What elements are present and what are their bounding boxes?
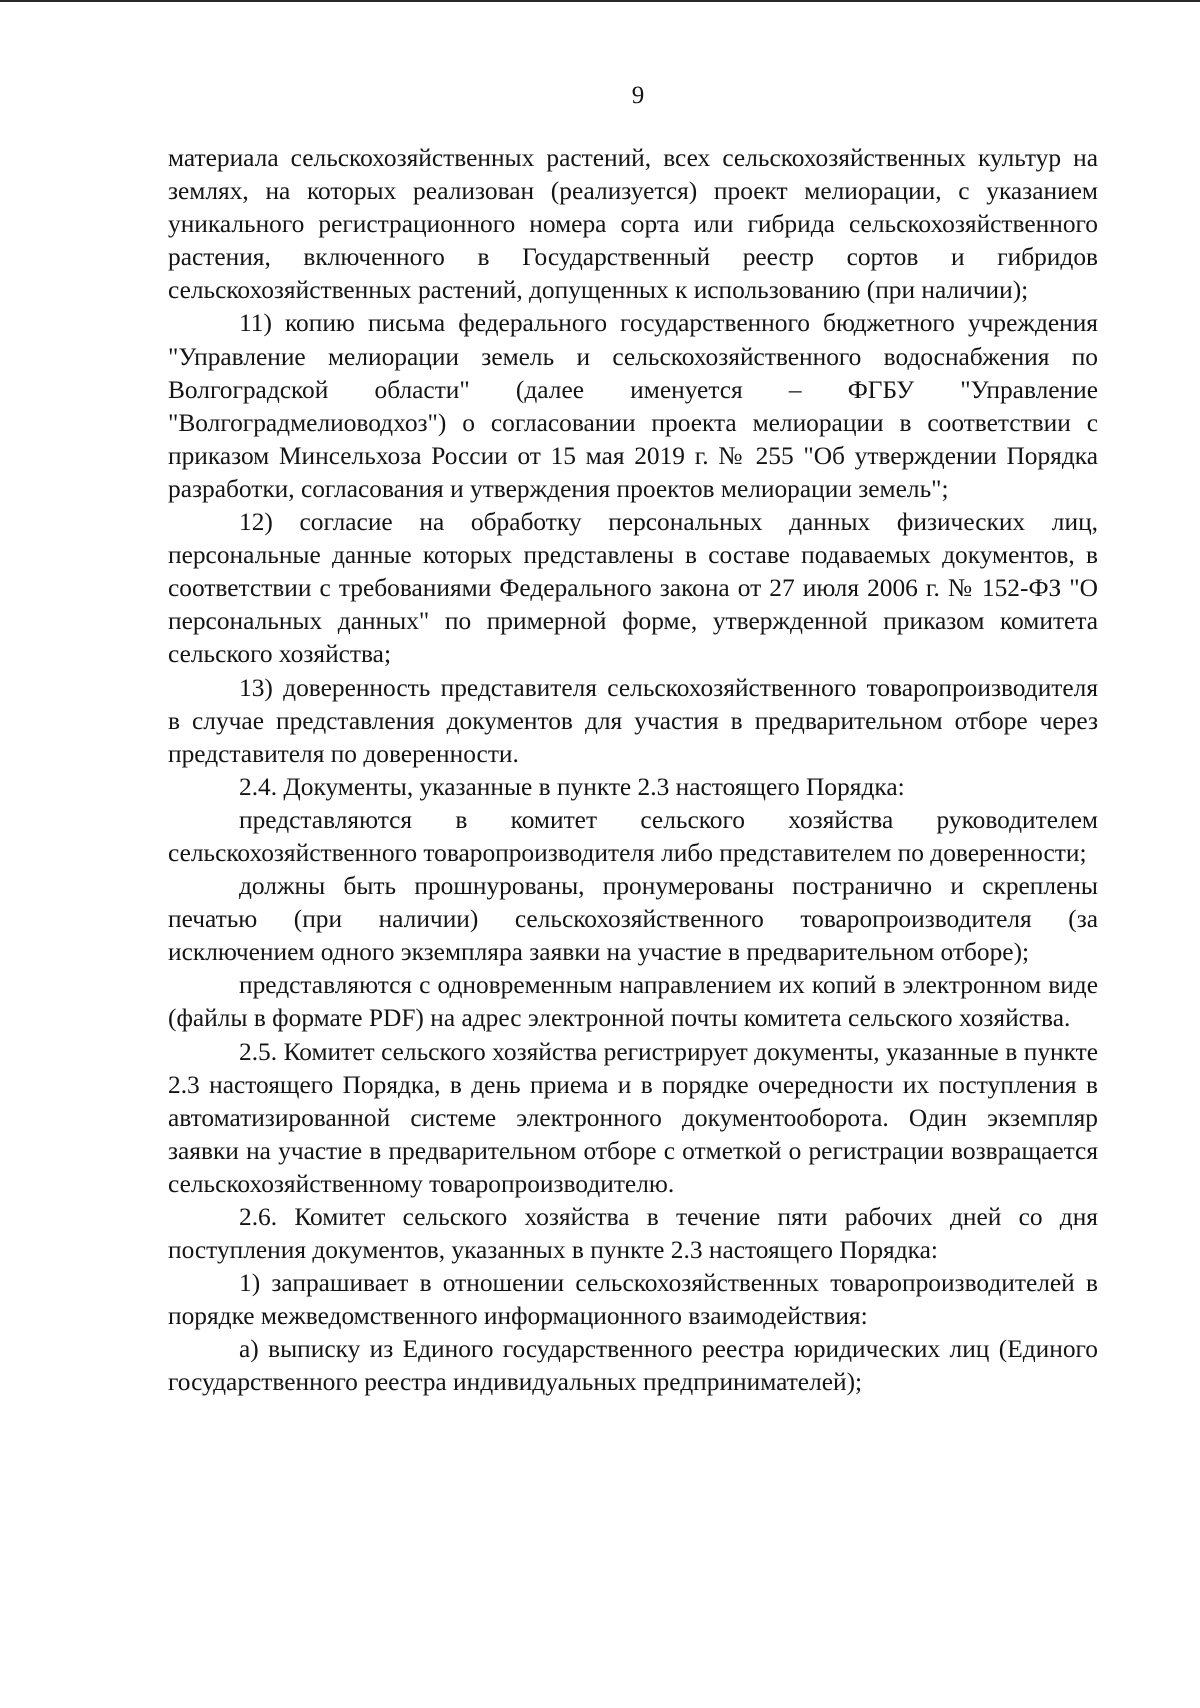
paragraph-item-12: 12) согласие на обработку персональных данных физических лиц, персональные данные которых представлены в составе подаваемых документов, в соответствии с требованиями Федерального закона от 27 июля 2006 г. № 152-ФЗ "О персональных данных" по примерной форме, утвержденной приказом комитета сельского хозяйства;	[168, 508, 1098, 669]
paragraph-continuation: материала сельскохозяйственных растений, всех сельскохозяйственных культур на землях, на которых реализован (реализуется) проект мелиорации, с указанием уникального регистрационного номера сорта или гибрида сельскохозяйственного растения, включенного в Государственный реестр сортов и гибридов сельскохозяйственных растений, допущенных к использованию (при наличии);	[168, 144, 1098, 305]
scan-top-edge	[0, 0, 1200, 2]
page-number: 9	[631, 82, 645, 109]
paragraph-section-2-6: 2.6. Комитет сельского хозяйства в течение пяти рабочих дней со дня поступления документов, указанных в пункте 2.3 настоящего Порядка:	[168, 1203, 1098, 1265]
paragraph-item-11: 11) копию письма федерального государственного бюджетного учреждения "Управление мелиорации земель и сельскохозяйственного водоснабжения по Волгоградской области" (далее именуется – ФГБУ "Управление "Волгоградмелиоводхоз") о согласовании проекта мелиорации в соответствии с приказом Минсельхоза России от 15 мая 2019 г. № 255 "Об утверждении Порядка разработки, согласования и утверждения проектов мелиорации земель";	[168, 309, 1098, 503]
paragraph-submitted-to-committee: представляются в комитет сельского хозяйства руководителем сельскохозяйственного товаропроизводителя либо представителем по доверенности;	[168, 805, 1098, 867]
paragraph-item-a-extract: а) выписку из Единого государственного реестра юридических лиц (Единого государственного реестра индивидуальных предпринимателей);	[168, 1335, 1098, 1397]
paragraph-section-2-4: 2.4. Документы, указанные в пункте 2.3 настоящего Порядка:	[239, 772, 905, 801]
paragraph-electronic-copies: представляются с одновременным направлением их копий в электронном виде (файлы в формате PDF) на адрес электронной почты комитета сельского хозяйства.	[168, 971, 1098, 1033]
paragraph-item-1-requests: 1) запрашивает в отношении сельскохозяйственных товаропроизводителей в порядке межведомственного информационного взаимодействия:	[168, 1269, 1098, 1331]
document-page	[168, 80, 1098, 1400]
paragraph-section-2-5: 2.5. Комитет сельского хозяйства регистрирует документы, указанные в пункте 2.3 настоящего Порядка, в день приема и в порядке очередности их поступления в автоматизированной системе электронного документооборота. Один экземпляр заявки на участие в предварительном отборе с отметкой о регистрации возвращается сельскохозяйственному товаропроизводителю.	[168, 1037, 1098, 1198]
paragraph-must-be-bound: должны быть прошнурованы, пронумерованы постранично и скреплены печатью (при наличии) сельскохозяйственного товаропроизводителя (за исключением одного экземпляра заявки на участие в предварительном отборе);	[168, 872, 1098, 967]
paragraph-item-13: 13) доверенность представителя сельскохозяйственного товаропроизводителя в случае представления документов для участия в предварительном отборе через представителя по доверенности.	[168, 673, 1098, 768]
